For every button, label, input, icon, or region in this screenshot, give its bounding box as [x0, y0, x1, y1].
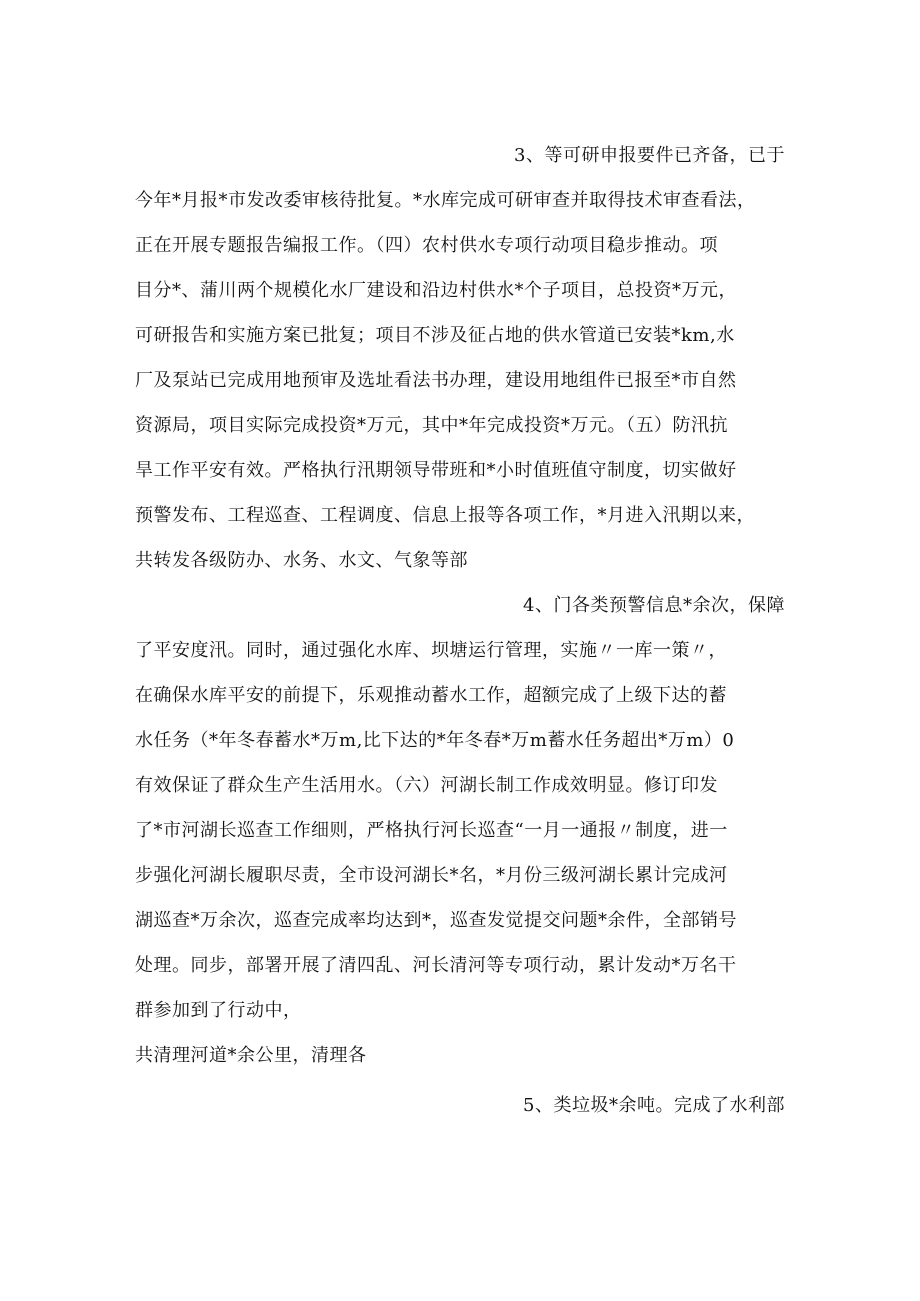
text-line: 共清理河道*余公里，清理各	[135, 1045, 367, 1066]
text-line: 可研报告和实施方案已批复；项目不涉及征占地的供水管道已安装*km,水	[135, 325, 735, 346]
text-line: 厂及泵站已完成用地预审及选址看法书办理，建设用地组件已报至*市自然	[135, 370, 737, 391]
text-line: 今年*月报*市发改委审核待批复。*水库完成可研审查并取得技术审查看法，	[135, 190, 756, 211]
paragraph-5-heading-line: 5、类垃圾*余吨。完成了水利部	[523, 1095, 785, 1116]
text-line: 在确保水库平安的前提下，乐观推动蓄水工作，超额完成了上级下达的蓄	[135, 685, 727, 706]
text-line: 旱工作平安有效。严格执行汛期领导带班和*小时值班值守制度，切实做好	[135, 460, 737, 481]
text-line: 正在开展专题报告编报工作。（四）农村供水专项行动项目稳步推动。项	[135, 235, 718, 256]
text-line: 共转发各级防办、水务、水文、气象等部	[135, 550, 468, 571]
paragraph-3-heading-line: 3、等可研申报要件已齐备，已于	[514, 145, 785, 166]
text-line: 湖巡查*万余次，巡查完成率均达到*，巡查发觉提交问题*余件，全部销号	[135, 910, 737, 931]
text-line: 预警发布、工程巡查、工程调度、信息上报等各项工作，*月进入汛期以来，	[135, 505, 755, 526]
text-line: 了平安度汛。同时，通过强化水库、坝塘运行管理，实施〃一库一策〃，	[135, 640, 727, 661]
text-line: 有效保证了群众生产生活用水。（六）河湖长制工作成效明显。修订印发	[135, 775, 718, 796]
text-line: 群参加到了行动中，	[135, 1000, 302, 1021]
paragraph-4-heading-line: 4、门各类预警信息*余次，保障	[523, 595, 785, 616]
text-line: 目分*、蒲川两个规模化水厂建设和沿边村供水*个子项目，总投资*万元，	[135, 280, 737, 301]
text-line: 资源局，项目实际完成投资*万元，其中*年完成投资*万元。（五）防汛抗	[135, 415, 728, 436]
text-line: 处理。同步，部署开展了清四乱、河长清河等专项行动，累计发动*万名干	[135, 955, 737, 976]
text-line: 步强化河湖长履职尽责，全市设河湖长*名，*月份三级河湖长累计完成河	[135, 865, 728, 886]
text-line: 了*市河湖长巡查工作细则，严格执行河长巡查“一月一通报〃制度，进一	[135, 820, 728, 841]
text-line: 水任务（*年冬春蓄水*万m,比下达的*年冬春*万m蓄水任务超出*万m）0	[135, 730, 735, 751]
